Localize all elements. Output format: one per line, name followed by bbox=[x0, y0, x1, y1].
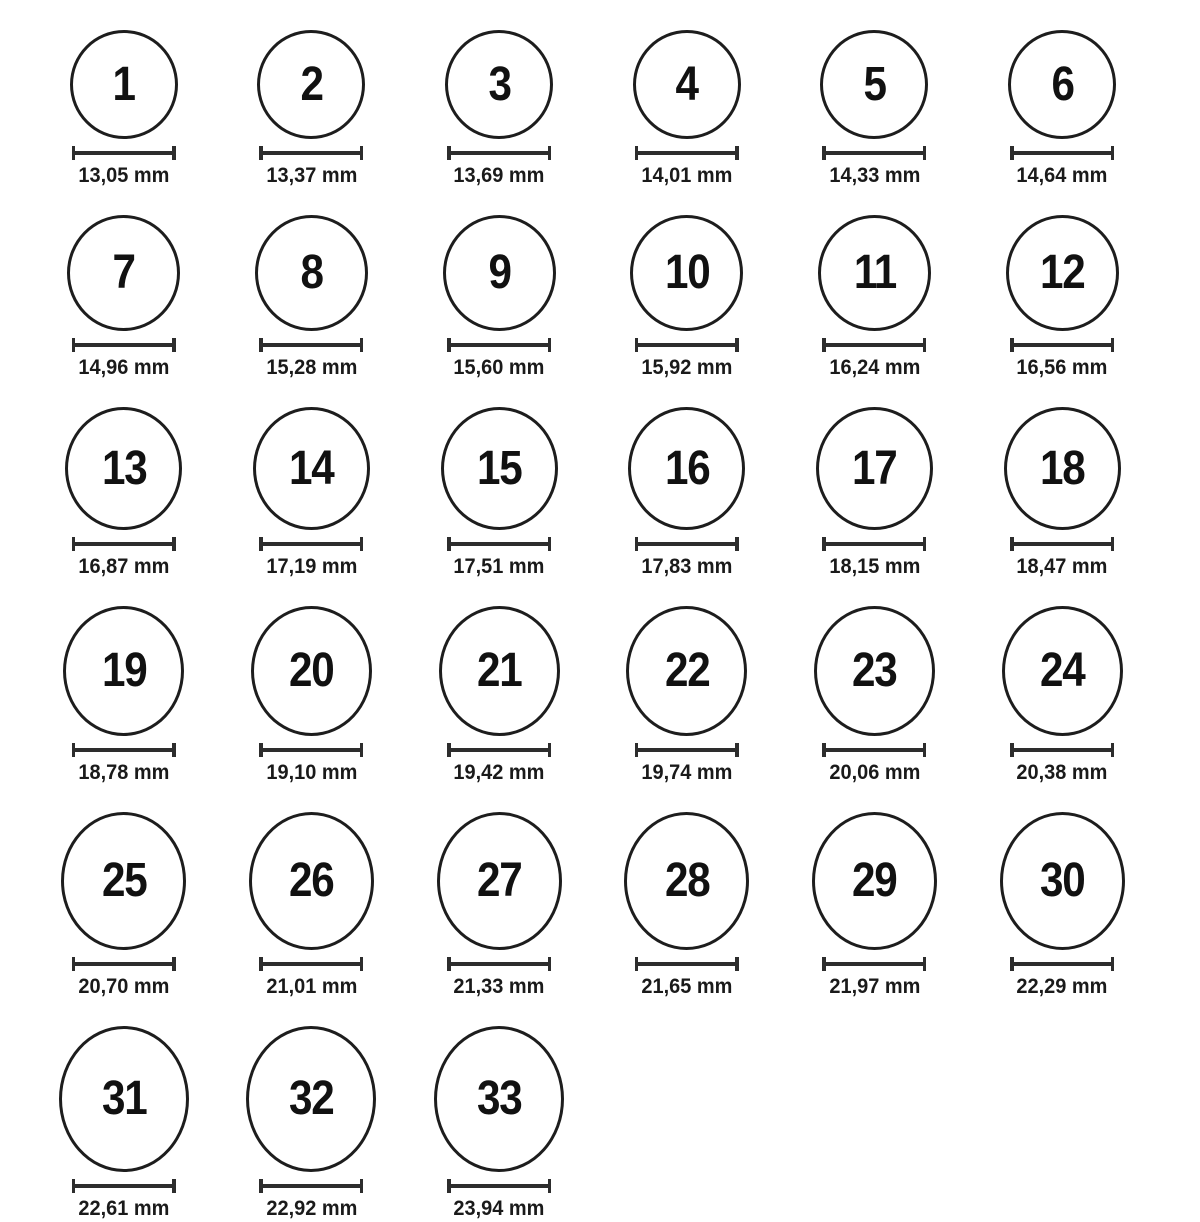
ring-size-item bbox=[439, 606, 560, 786]
measure-tick-right-icon bbox=[548, 338, 552, 352]
measure-bar bbox=[75, 962, 172, 966]
ring-size-item bbox=[1006, 215, 1119, 381]
diameter-label: 20,38 mm bbox=[1016, 761, 1108, 784]
measure-bar bbox=[826, 151, 923, 155]
ring-circle bbox=[630, 215, 743, 331]
ring-size-item bbox=[820, 30, 928, 189]
measure-bar bbox=[826, 343, 923, 347]
ring-circle bbox=[1008, 30, 1116, 139]
diameter-measure-line bbox=[259, 743, 363, 757]
diameter-label: 21,65 mm bbox=[641, 975, 733, 998]
diameter-label: 16,56 mm bbox=[1016, 356, 1108, 379]
ring-size-item bbox=[441, 407, 558, 580]
diameter-measure-line bbox=[447, 338, 551, 352]
ring-circle bbox=[626, 606, 747, 736]
ring-size-number: 20 bbox=[289, 644, 334, 697]
ring-size-number: 13 bbox=[101, 441, 146, 495]
diameter-label: 14,96 mm bbox=[78, 356, 170, 379]
ring-size-number: 28 bbox=[664, 854, 709, 907]
diameter-measure-line bbox=[635, 743, 739, 757]
measure-bar bbox=[1014, 343, 1111, 347]
ring-size-number: 15 bbox=[476, 441, 522, 495]
measure-tick-right-icon bbox=[172, 1179, 176, 1193]
measure-bar bbox=[263, 343, 360, 347]
measure-tick-right-icon bbox=[172, 957, 176, 971]
diameter-label: 22,92 mm bbox=[266, 1197, 357, 1220]
diameter-measure-line bbox=[72, 743, 176, 757]
ring-circle bbox=[445, 30, 553, 139]
diameter-label: 18,47 mm bbox=[1016, 555, 1108, 578]
ring-size-number: 27 bbox=[476, 854, 522, 907]
diameter-measure-line bbox=[1010, 743, 1114, 757]
ring-size-number: 4 bbox=[675, 57, 698, 111]
diameter-measure-line bbox=[447, 743, 551, 757]
diameter-label: 21,33 mm bbox=[453, 975, 545, 998]
diameter-measure-line bbox=[259, 146, 363, 160]
ring-circle bbox=[820, 30, 928, 139]
diameter-measure-line bbox=[259, 1179, 363, 1193]
measure-bar bbox=[451, 962, 548, 966]
diameter-measure-line bbox=[72, 957, 176, 971]
diameter-label: 13,37 mm bbox=[266, 164, 357, 187]
measure-tick-right-icon bbox=[172, 743, 176, 757]
ring-size-item bbox=[1004, 407, 1121, 580]
diameter-label: 17,83 mm bbox=[641, 555, 733, 578]
ring-size-item bbox=[624, 812, 749, 1000]
ring-size-item bbox=[437, 812, 562, 1000]
measure-tick-right-icon bbox=[735, 537, 739, 551]
ring-size-item bbox=[1000, 812, 1125, 1000]
ring-size-item bbox=[67, 215, 180, 381]
ring-circle bbox=[246, 1026, 376, 1172]
diameter-label: 19,42 mm bbox=[453, 761, 545, 784]
diameter-measure-line bbox=[259, 537, 363, 551]
ring-size-number: 16 bbox=[664, 441, 709, 495]
ring-circle bbox=[67, 215, 180, 331]
measure-tick-right-icon bbox=[548, 1179, 552, 1193]
measure-bar bbox=[826, 542, 923, 546]
diameter-measure-line bbox=[822, 338, 926, 352]
ring-circle bbox=[61, 812, 186, 950]
diameter-measure-line bbox=[635, 338, 739, 352]
diameter-label: 18,78 mm bbox=[78, 761, 170, 784]
measure-tick-right-icon bbox=[548, 957, 552, 971]
ring-size-number: 23 bbox=[852, 644, 897, 697]
measure-tick-right-icon bbox=[548, 743, 552, 757]
diameter-measure-line bbox=[72, 146, 176, 160]
diameter-measure-line bbox=[635, 957, 739, 971]
diameter-measure-line bbox=[635, 146, 739, 160]
ring-size-item bbox=[246, 1026, 376, 1222]
ring-size-item bbox=[65, 407, 182, 580]
measure-bar bbox=[451, 343, 548, 347]
diameter-label: 19,10 mm bbox=[266, 761, 357, 784]
measure-bar bbox=[75, 542, 172, 546]
measure-tick-right-icon bbox=[923, 338, 927, 352]
ring-size-item bbox=[249, 812, 374, 1000]
ring-circle bbox=[1004, 407, 1121, 530]
measure-bar bbox=[263, 151, 360, 155]
ring-size-number: 5 bbox=[863, 57, 886, 111]
ring-size-number: 7 bbox=[112, 246, 135, 299]
ring-size-number: 33 bbox=[476, 1072, 522, 1125]
measure-bar bbox=[451, 748, 548, 752]
ring-size-item bbox=[255, 215, 368, 381]
ring-circle bbox=[633, 30, 741, 139]
diameter-label: 17,19 mm bbox=[266, 555, 357, 578]
measure-bar bbox=[263, 542, 360, 546]
diameter-label: 14,33 mm bbox=[829, 164, 920, 187]
measure-bar bbox=[638, 151, 735, 155]
ring-circle bbox=[1002, 606, 1123, 736]
measure-tick-right-icon bbox=[1111, 537, 1115, 551]
ring-size-item bbox=[818, 215, 931, 381]
measure-tick-right-icon bbox=[923, 743, 927, 757]
measure-bar bbox=[638, 748, 735, 752]
ring-circle bbox=[816, 407, 933, 530]
ring-circle bbox=[59, 1026, 189, 1172]
diameter-label: 14,01 mm bbox=[641, 164, 733, 187]
diameter-measure-line bbox=[1010, 957, 1114, 971]
diameter-measure-line bbox=[447, 537, 551, 551]
ring-circle bbox=[65, 407, 182, 530]
ring-size-number: 31 bbox=[101, 1072, 146, 1125]
measure-tick-right-icon bbox=[360, 1179, 364, 1193]
measure-bar bbox=[1014, 748, 1111, 752]
diameter-measure-line bbox=[447, 957, 551, 971]
ring-size-number: 2 bbox=[300, 57, 323, 111]
ring-size-number: 12 bbox=[1039, 246, 1085, 299]
ring-size-number: 29 bbox=[852, 854, 897, 907]
diameter-measure-line bbox=[72, 338, 176, 352]
diameter-label: 15,60 mm bbox=[453, 356, 545, 379]
ring-circle bbox=[1000, 812, 1125, 950]
ring-size-number: 19 bbox=[101, 644, 146, 697]
measure-tick-right-icon bbox=[360, 338, 364, 352]
ring-size-item bbox=[434, 1026, 564, 1222]
ring-circle bbox=[255, 215, 368, 331]
measure-bar bbox=[1014, 151, 1111, 155]
measure-tick-right-icon bbox=[172, 537, 176, 551]
ring-size-item bbox=[63, 606, 184, 786]
ring-size-item bbox=[816, 407, 933, 580]
ring-circle bbox=[628, 407, 745, 530]
diameter-measure-line bbox=[635, 537, 739, 551]
measure-tick-right-icon bbox=[735, 957, 739, 971]
measure-bar bbox=[75, 1184, 172, 1188]
ring-size-number: 6 bbox=[1051, 57, 1074, 111]
ring-size-item bbox=[443, 215, 556, 381]
ring-circle bbox=[439, 606, 560, 736]
measure-tick-right-icon bbox=[360, 957, 364, 971]
ring-circle bbox=[437, 812, 562, 950]
ring-size-number: 1 bbox=[112, 57, 135, 111]
ring-circle bbox=[251, 606, 372, 736]
measure-bar bbox=[826, 962, 923, 966]
measure-tick-right-icon bbox=[1111, 146, 1115, 160]
measure-bar bbox=[263, 962, 360, 966]
measure-tick-right-icon bbox=[1111, 338, 1115, 352]
ring-size-item bbox=[814, 606, 935, 786]
ring-circle bbox=[70, 30, 178, 139]
ring-circle bbox=[257, 30, 365, 139]
diameter-measure-line bbox=[1010, 537, 1114, 551]
measure-tick-right-icon bbox=[735, 338, 739, 352]
measure-bar bbox=[826, 748, 923, 752]
ring-circle bbox=[1006, 215, 1119, 331]
ring-size-item bbox=[1002, 606, 1123, 786]
measure-bar bbox=[1014, 962, 1111, 966]
diameter-measure-line bbox=[822, 537, 926, 551]
diameter-label: 16,87 mm bbox=[78, 555, 170, 578]
diameter-label: 21,01 mm bbox=[266, 975, 357, 998]
ring-circle bbox=[434, 1026, 564, 1172]
measure-bar bbox=[451, 542, 548, 546]
measure-tick-right-icon bbox=[548, 146, 552, 160]
ring-size-item bbox=[70, 30, 178, 189]
ring-size-number: 11 bbox=[853, 246, 896, 299]
diameter-label: 13,05 mm bbox=[78, 164, 170, 187]
measure-bar bbox=[75, 151, 172, 155]
diameter-measure-line bbox=[259, 338, 363, 352]
ring-size-number: 3 bbox=[488, 57, 511, 111]
measure-bar bbox=[75, 343, 172, 347]
diameter-measure-line bbox=[259, 957, 363, 971]
measure-tick-right-icon bbox=[923, 146, 927, 160]
diameter-measure-line bbox=[1010, 146, 1114, 160]
diameter-label: 15,92 mm bbox=[641, 356, 733, 379]
diameter-label: 13,69 mm bbox=[453, 164, 545, 187]
ring-size-number: 17 bbox=[852, 441, 897, 495]
ring-circle bbox=[624, 812, 749, 950]
ring-size-number: 18 bbox=[1039, 441, 1085, 495]
ring-circle bbox=[812, 812, 937, 950]
measure-tick-right-icon bbox=[1111, 957, 1115, 971]
ring-size-number: 26 bbox=[289, 854, 334, 907]
measure-bar bbox=[451, 151, 548, 155]
measure-tick-right-icon bbox=[172, 146, 176, 160]
diameter-label: 14,64 mm bbox=[1016, 164, 1108, 187]
measure-tick-right-icon bbox=[923, 957, 927, 971]
ring-size-number: 9 bbox=[488, 246, 511, 299]
diameter-measure-line bbox=[822, 146, 926, 160]
diameter-measure-line bbox=[447, 1179, 551, 1193]
measure-tick-right-icon bbox=[548, 537, 552, 551]
diameter-measure-line bbox=[1010, 338, 1114, 352]
measure-bar bbox=[1014, 542, 1111, 546]
measure-tick-right-icon bbox=[923, 537, 927, 551]
ring-size-number: 8 bbox=[300, 246, 323, 299]
measure-bar bbox=[263, 1184, 360, 1188]
ring-size-number: 32 bbox=[289, 1072, 334, 1125]
ring-size-number: 22 bbox=[664, 644, 709, 697]
measure-tick-right-icon bbox=[360, 743, 364, 757]
ring-size-number: 10 bbox=[664, 246, 709, 299]
ring-circle bbox=[814, 606, 935, 736]
measure-tick-right-icon bbox=[360, 537, 364, 551]
diameter-label: 22,29 mm bbox=[1016, 975, 1108, 998]
ring-circle bbox=[443, 215, 556, 331]
ring-circle bbox=[253, 407, 370, 530]
measure-tick-right-icon bbox=[1111, 743, 1115, 757]
ring-circle bbox=[249, 812, 374, 950]
diameter-label: 19,74 mm bbox=[641, 761, 733, 784]
measure-bar bbox=[75, 748, 172, 752]
ring-size-item bbox=[59, 1026, 189, 1222]
ring-size-item bbox=[630, 215, 743, 381]
ring-size-number: 21 bbox=[476, 644, 522, 697]
diameter-measure-line bbox=[72, 1179, 176, 1193]
diameter-measure-line bbox=[72, 537, 176, 551]
ring-size-item bbox=[253, 407, 370, 580]
ring-size-item bbox=[257, 30, 365, 189]
ring-size-item bbox=[626, 606, 747, 786]
ring-size-item bbox=[1008, 30, 1116, 189]
ring-size-number: 24 bbox=[1039, 644, 1085, 697]
ring-size-item bbox=[251, 606, 372, 786]
ring-circle bbox=[441, 407, 558, 530]
measure-bar bbox=[638, 343, 735, 347]
measure-tick-right-icon bbox=[360, 146, 364, 160]
measure-tick-right-icon bbox=[735, 146, 739, 160]
ring-size-item bbox=[633, 30, 741, 189]
diameter-measure-line bbox=[822, 743, 926, 757]
diameter-label: 18,15 mm bbox=[829, 555, 920, 578]
measure-bar bbox=[638, 542, 735, 546]
ring-size-item bbox=[445, 30, 553, 189]
measure-tick-right-icon bbox=[735, 743, 739, 757]
measure-tick-right-icon bbox=[172, 338, 176, 352]
ring-size-number: 30 bbox=[1039, 854, 1085, 907]
measure-bar bbox=[451, 1184, 548, 1188]
diameter-label: 21,97 mm bbox=[829, 975, 920, 998]
diameter-measure-line bbox=[822, 957, 926, 971]
diameter-label: 22,61 mm bbox=[78, 1197, 170, 1220]
diameter-label: 16,24 mm bbox=[829, 356, 920, 379]
diameter-label: 23,94 mm bbox=[453, 1197, 545, 1220]
diameter-label: 15,28 mm bbox=[266, 356, 357, 379]
ring-circle bbox=[63, 606, 184, 736]
ring-size-item bbox=[628, 407, 745, 580]
measure-bar bbox=[638, 962, 735, 966]
ring-size-item bbox=[812, 812, 937, 1000]
ring-size-item bbox=[61, 812, 186, 1000]
measure-bar bbox=[263, 748, 360, 752]
diameter-measure-line bbox=[447, 146, 551, 160]
ring-size-number: 25 bbox=[101, 854, 146, 907]
ring-size-number: 14 bbox=[289, 441, 334, 495]
ring-circle bbox=[818, 215, 931, 331]
diameter-label: 20,06 mm bbox=[829, 761, 920, 784]
diameter-label: 17,51 mm bbox=[453, 555, 545, 578]
diameter-label: 20,70 mm bbox=[78, 975, 170, 998]
